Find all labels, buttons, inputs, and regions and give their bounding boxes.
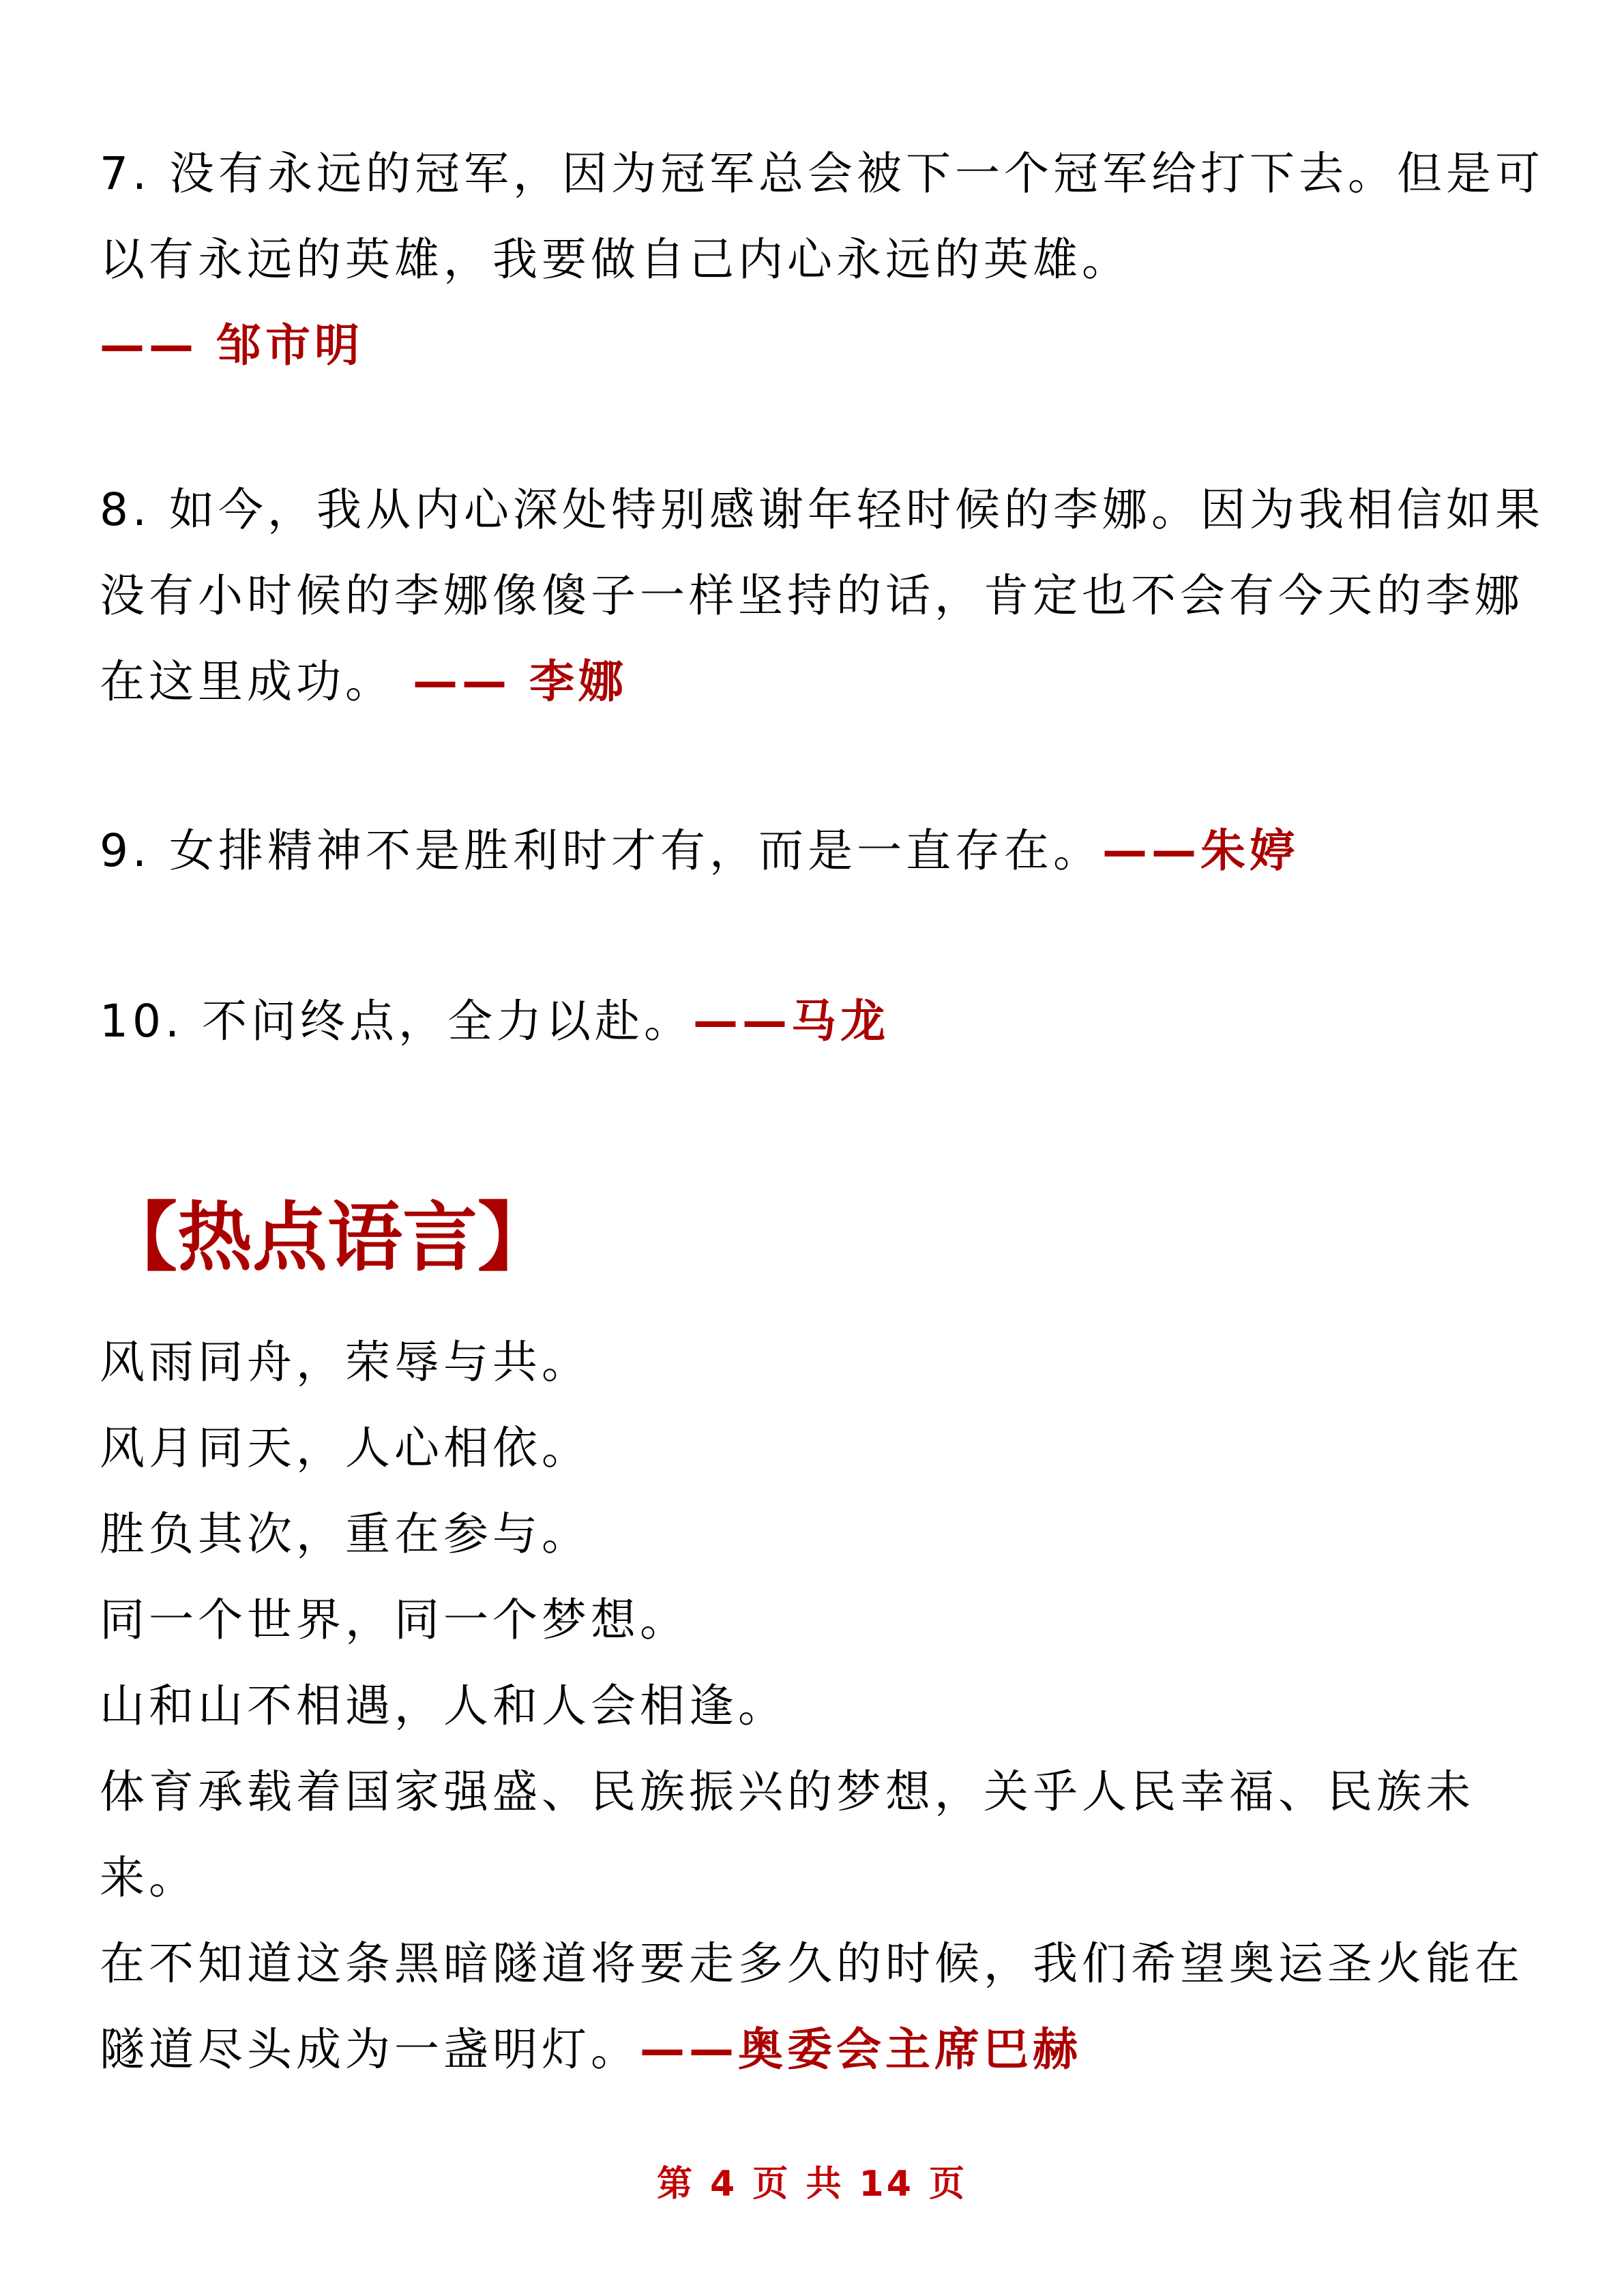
quote-7 [100, 131, 1546, 389]
hot-phrases-list [100, 1320, 1546, 2093]
quote-10 [100, 979, 1546, 1064]
hot-phrase: 体育承载着国家强盛、民族振兴的梦想，关乎人民幸福、民族未来。 [100, 1765, 1475, 1904]
hot-phrase-attribution: ——奥委会主席巴赫 [640, 2023, 1082, 2076]
hot-phrase-text: 在不知道这条黑暗隧道将要走多久的时候，我们希望奥运圣火能在隧道尽头成为一盏明灯。 [100, 1937, 1524, 2076]
hot-phrase: 同一个世界，同一个梦想。 [100, 1594, 689, 1646]
page-number: 第 4 页 共 14 页 [656, 2164, 968, 2205]
section-heading: 【热点语言】 [102, 1194, 552, 1281]
quote-dash: —— [1102, 824, 1200, 877]
quote-dash: —— [412, 655, 511, 708]
quote-9 [100, 808, 1546, 894]
quote-author: 朱婷 [1200, 824, 1299, 877]
quote-number: 7. [100, 147, 151, 200]
quote-number: 9. [100, 824, 151, 877]
hot-phrase: 风月同天，人心相依。 [100, 1422, 591, 1474]
quote-author: 马龙 [791, 995, 889, 1047]
hot-phrase: 风雨同舟，荣辱与共。 [100, 1336, 591, 1388]
hot-phrase-last [100, 1921, 1546, 2093]
quote-number: 8. [100, 483, 151, 536]
quote-author: 李娜 [529, 655, 628, 708]
quote-author: 邹市明 [216, 319, 364, 372]
quote-number: 10. [100, 995, 183, 1047]
quote-text: 如今，我从内心深处特别感谢年轻时候的李娜。因为我相信如果没有小时候的李娜像傻子一样坚持的话，肯定也不会有今天的李娜在这里成功。 [100, 483, 1544, 708]
quote-dash: —— [692, 995, 791, 1047]
quote-dash: —— [100, 319, 198, 372]
hot-phrase: 山和山不相遇，人和人会相逢。 [100, 1680, 787, 1732]
quote-text: 不问终点，全力以赴。 [201, 995, 693, 1047]
hot-phrase: 胜负其次，重在参与。 [100, 1508, 591, 1560]
quote-text: 没有永远的冠军，因为冠军总会被下一个冠军给打下去。但是可以有永远的英雄，我要做自己内心永远的英雄。 [100, 147, 1544, 286]
quote-8 [100, 467, 1546, 725]
quote-text: 女排精神不是胜利时才有，而是一直存在。 [168, 824, 1102, 877]
